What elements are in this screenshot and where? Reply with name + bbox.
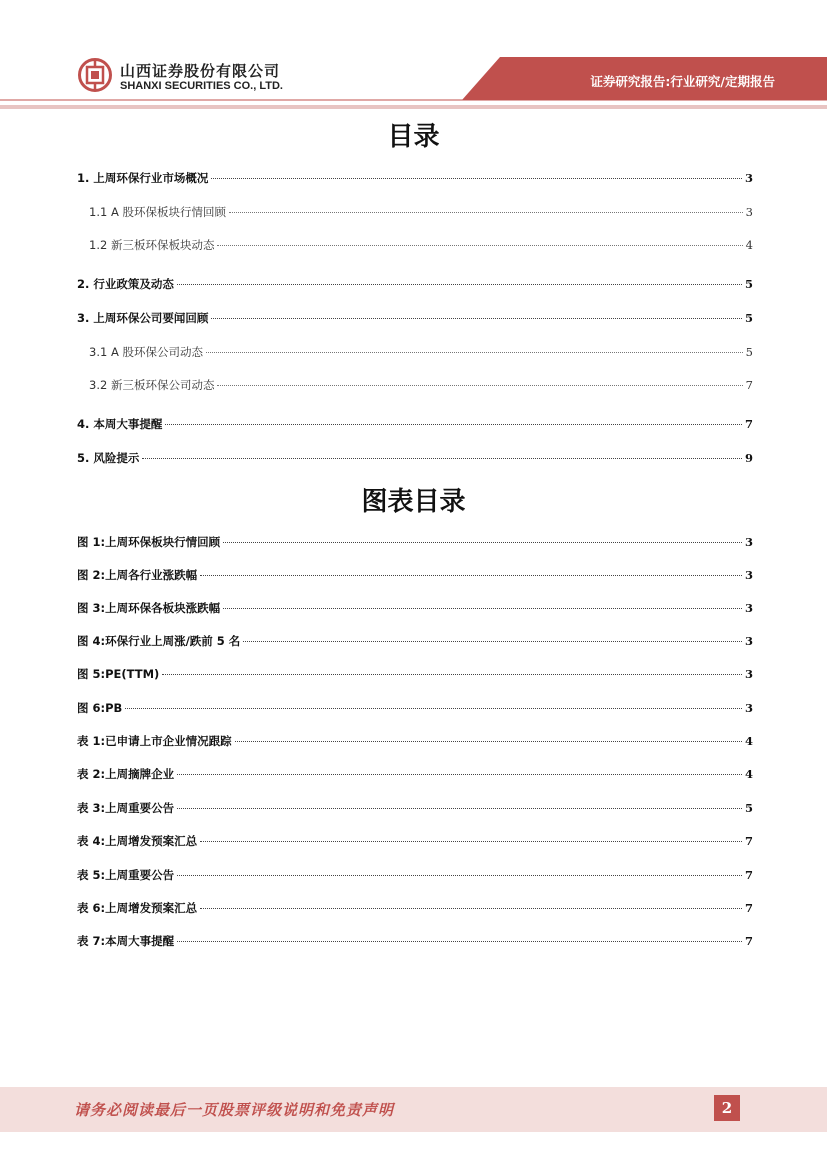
toc-entry[interactable] <box>77 237 753 257</box>
toc-entry-label: 1.2 新三板环保板块动态 <box>89 238 215 252</box>
toc-entry-label: 1. 上周环保行业市场概况 <box>77 171 209 185</box>
figure-toc-entry-label: 图 1:上周环保板块行情回顾 <box>77 535 221 549</box>
toc-entry[interactable] <box>77 450 753 470</box>
toc-entry-page: 4 <box>745 238 753 252</box>
figure-toc-entry-page: 7 <box>744 868 753 882</box>
figure-toc-entry-page: 7 <box>744 901 753 915</box>
toc-entry-label: 1.1 A 股环保板块行情回顾 <box>89 205 226 219</box>
figure-toc-entry[interactable] <box>77 666 753 686</box>
toc-entry-label: 3. 上周环保公司要闻回顾 <box>77 311 209 325</box>
toc-entry[interactable] <box>77 344 753 364</box>
figure-toc-entry[interactable] <box>77 633 753 653</box>
toc-entry-label: 4. 本周大事提醒 <box>77 417 163 431</box>
toc-title: 目录 <box>387 122 440 152</box>
figure-toc-entry-label: 表 5:上周重要公告 <box>77 868 175 882</box>
page-footer <box>0 1087 827 1132</box>
figure-toc-entry[interactable] <box>77 900 753 920</box>
page-header <box>0 0 827 110</box>
figure-toc-entry-label: 图 3:上周环保各板块涨跌幅 <box>77 601 221 615</box>
toc-entry[interactable] <box>77 310 753 330</box>
figure-toc-entry-label: 图 6:PB <box>77 701 123 715</box>
company-name-cn: 山西证券股份有限公司 <box>120 62 281 80</box>
figure-toc-entry-page: 3 <box>744 601 753 615</box>
figure-toc-entry[interactable] <box>77 600 753 620</box>
figure-toc-entry-label: 表 6:上周增发预案汇总 <box>77 901 198 915</box>
toc-entry-label: 5. 风险提示 <box>77 451 140 465</box>
figure-toc-entry-label: 表 1:已申请上市企业情况跟踪 <box>77 734 232 748</box>
figure-toc-entry[interactable] <box>77 733 753 753</box>
figure-toc-entry-page: 7 <box>744 934 753 948</box>
toc-entry-page: 3 <box>744 171 753 185</box>
figure-toc-entry-page: 4 <box>744 767 753 781</box>
toc-entry-page: 7 <box>745 378 753 392</box>
toc-entry-page: 5 <box>745 345 753 359</box>
page-number: 2 <box>714 1095 740 1121</box>
figure-toc-entry[interactable] <box>77 933 753 953</box>
figure-toc-entry[interactable] <box>77 766 753 786</box>
toc-entry-page: 9 <box>744 451 753 465</box>
company-logo-icon <box>78 58 112 92</box>
figure-toc-entry-page: 3 <box>744 634 753 648</box>
toc-entry-label: 2. 行业政策及动态 <box>77 277 174 291</box>
toc-entry[interactable] <box>77 416 753 436</box>
figure-toc-entry-label: 表 2:上周摘牌企业 <box>77 767 175 781</box>
toc-entry-page: 7 <box>744 417 753 431</box>
figure-toc-entry[interactable] <box>77 833 753 853</box>
figure-toc-entry-label: 图 5:PE(TTM) <box>77 667 160 681</box>
figure-toc-entry-label: 表 4:上周增发预案汇总 <box>77 834 198 848</box>
toc-entry[interactable] <box>77 204 753 224</box>
toc-entry-page: 3 <box>745 205 753 219</box>
report-type: 证券研究报告:行业研究/定期报告 <box>590 74 775 89</box>
figure-toc-entry-page: 3 <box>744 568 753 582</box>
figure-toc-entry-page: 3 <box>744 701 753 715</box>
figure-toc-entry-label: 表 3:上周重要公告 <box>77 801 175 815</box>
disclaimer-note: 请务必阅读最后一页股票评级说明和免责声明 <box>74 1101 395 1119</box>
toc-entry[interactable] <box>77 377 753 397</box>
figure-toc-entry-label: 图 2:上周各行业涨跌幅 <box>77 568 198 582</box>
toc-entry-page: 5 <box>744 277 753 291</box>
figure-toc-entry-page: 3 <box>744 667 753 681</box>
figure-toc-entry[interactable] <box>77 534 753 554</box>
figure-toc-entry[interactable] <box>77 800 753 820</box>
figure-toc-entry-page: 5 <box>744 801 753 815</box>
toc-entry[interactable] <box>77 276 753 296</box>
toc-entry-label: 3.1 A 股环保公司动态 <box>89 345 203 359</box>
company-name-en: SHANXI SECURITIES CO., LTD. <box>120 80 283 92</box>
toc-entry-page: 5 <box>744 311 753 325</box>
header-banner <box>0 0 827 110</box>
figure-toc-entry[interactable] <box>77 867 753 887</box>
figure-toc-entry-label: 表 7:本周大事提醒 <box>77 934 175 948</box>
figure-toc-title: 图表目录 <box>361 487 466 517</box>
figure-toc-entry[interactable] <box>77 567 753 587</box>
figure-toc-entry-page: 3 <box>744 535 753 549</box>
toc-entry[interactable] <box>77 170 753 190</box>
figure-toc-entry-page: 7 <box>744 834 753 848</box>
toc-entry-label: 3.2 新三板环保公司动态 <box>89 378 215 392</box>
figure-toc-entry-page: 4 <box>744 734 753 748</box>
figure-toc-entry[interactable] <box>77 700 753 720</box>
figure-toc-entry-label: 图 4:环保行业上周涨/跌前 5 名 <box>77 634 241 648</box>
